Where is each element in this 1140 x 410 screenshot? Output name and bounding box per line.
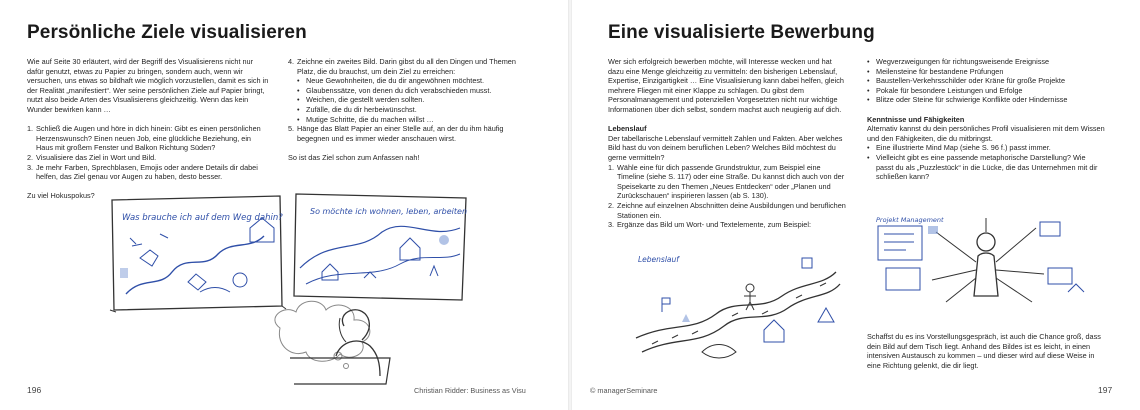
person-at-desk-sketch bbox=[290, 310, 390, 384]
bullet-list bbox=[867, 143, 1105, 181]
list-item: 3. Je mehr Farben, Sprechblasen, Emojis oder andere Details dir dabei helfen, das Ziel genau vor Augen zu haben, desto besser. bbox=[27, 162, 258, 182]
running-footer: Christian Ridder: Business as Visu bbox=[414, 386, 526, 395]
steps-list bbox=[608, 163, 848, 230]
bullet-item: • Mutige Schritte, die du machen willst … bbox=[297, 115, 528, 125]
mindmap-label: Projekt Management bbox=[876, 216, 944, 224]
bullet-item: • Pokale für besondere Leistungen und Erfolge bbox=[867, 86, 1105, 96]
list-item: 2. Visualisiere das Ziel in Wort und Bild. bbox=[27, 152, 157, 162]
board-right bbox=[294, 194, 467, 300]
section-heading: Kenntnisse und Fähigkeiten bbox=[867, 114, 965, 124]
bullet-item: • Blitze oder Steine für schwierige Konflikte oder Hindernisse bbox=[867, 95, 1105, 105]
page-number: 197 bbox=[1098, 385, 1113, 395]
steps-list bbox=[27, 124, 270, 182]
intro-paragraph: Wie auf Seite 30 erläutert, wird der Begriff des Visualisierens nicht nur dafür genutzt, etwas zu Papier zu bringen, sondern auch, wenn wir versuchen, uns etwas so bildhaft wie möglich vorzustellen, damit es sich in der Realität „manifestiert“. Wer seine persönlichen Ziele auf Papier bringt, nutzt also beide Arten des Visualisierens gleichzeitig. Wenn das kein Wunder bewirken kann … bbox=[27, 57, 269, 114]
list-item: 4. Zeichne ein zweites Bild. Darin gibst du all den Dingen und Themen Platz, die du brauchst, um dein Ziel zu erreichen: • Neue Gewohnheiten, die du dir angewöhnen möchtest. • Glaubenssätze, von denen du dich verabschieden musst. • Weichen, die gestellt werden sollten. • Zufälle, die du dir herbeiwünschst. • Mutige Schritte, die du machen willst … bbox=[288, 57, 528, 124]
bullet-item: • Vielleicht gibt es eine passende metaphorische Darstellung? Wie passt du als „Puzzlestück“ in die Lücke, die das Unternehmen mit dir schließen kann? bbox=[867, 153, 1105, 182]
list-item: 2. Zeichne auf einzelnen Abschnitten deine Ausbildungen und beruflichen Stationen ein. bbox=[608, 200, 846, 220]
intro-paragraph: Wer sich erfolgreich bewerben möchte, will Interesse wecken und hat dazu eine Menge gleichzeitig zu vermitteln: den bisherigen Lebenslauf, Expertise, Einzigartigkeit … Eine Visualisierung kann dabei helfen, gleich mehrere Fliegen mit einer Klappe zu schlagen. Du gibst dem Personalmanagement und potenziellen Vorgesetzten nicht nur wichtige Informationen über dich selbst, sondern machst auch neugierig auf dich. bbox=[608, 57, 844, 114]
list-item: 1. Schließ die Augen und höre in dich hinein: Gibt es einen persönlichen Herzenswunsch? Einen neuen Job, eine glückliche Beziehung, ein Haus mit großem Fenster und Balkon Richtung Süden? bbox=[27, 124, 261, 153]
bullet-list bbox=[297, 76, 528, 124]
left-page bbox=[0, 0, 568, 410]
board-left-text: Was brauche ich auf dem Weg dahin? bbox=[122, 213, 283, 223]
right-column-2 bbox=[867, 57, 1105, 182]
closing-paragraph: Schaffst du es ins Vorstellungsgespräch, ist auch die Chance groß, dass dein Bild auf dem Tisch liegt. Anhand des Bildes ist es leicht, in einen intensiven Austausch zu kommen – und dieser wird auf diese Weise in eine Richtung gelenkt, die dir liegt. bbox=[867, 332, 1101, 370]
body-paragraph: Der tabellarische Lebenslauf vermittelt Zahlen und Fakten. Aber welches Bild hast du von deinem beruflichen Leben? Welches Bild möchtest du gerne vermitteln? bbox=[608, 133, 843, 162]
closing-paragraph-block bbox=[867, 332, 1105, 380]
bullet-item: • Wegverzweigungen für richtungsweisende Ereignisse bbox=[867, 57, 1105, 67]
page-title: Persönliche Ziele visualisieren bbox=[27, 22, 307, 43]
list-item: 3. Ergänze das Bild um Wort- und Textelemente, zum Beispiel: bbox=[608, 220, 812, 230]
bullet-item: • Zufälle, die du dir herbeiwünschst. bbox=[297, 105, 528, 115]
page-title: Eine visualisierte Bewerbung bbox=[608, 22, 875, 43]
goals-sketch-illustration bbox=[100, 188, 540, 388]
body-paragraph: Alternativ kannst du dein persönliches Profil visualisieren mit dem Wissen und den Fähigkeiten, die du mitbringst. bbox=[867, 124, 1105, 143]
skills-mindmap-illustration bbox=[872, 212, 1100, 306]
bullet-item: • Glaubenssätze, von denen du dich verabschieden musst. bbox=[297, 86, 528, 96]
left-column-2 bbox=[288, 57, 528, 172]
board-left bbox=[110, 196, 286, 312]
bullet-item: • Meilensteine für bestandene Prüfungen bbox=[867, 67, 1105, 77]
right-column-1 bbox=[608, 57, 848, 230]
right-page bbox=[572, 0, 1140, 410]
outro-text: So ist das Ziel schon zum Anfassen nah! bbox=[288, 152, 420, 162]
bullet-item: • Baustellen-Verkehrsschilder oder Kräne für große Projekte bbox=[867, 76, 1105, 86]
board-right-text: So möchte ich wohnen, leben, arbeiten bbox=[310, 207, 468, 216]
bullet-item: • Weichen, die gestellt werden sollten. bbox=[297, 95, 528, 105]
outro-text: Zu viel Hokuspokus? bbox=[27, 191, 95, 201]
road-label: Lebenslauf bbox=[638, 255, 679, 264]
bullet-item: • Eine illustrierte Mind Map (siehe S. 96 f.) passt immer. bbox=[867, 143, 1105, 153]
publisher-footer: © managerSeminare bbox=[590, 386, 658, 395]
career-road-illustration bbox=[632, 252, 842, 370]
section-heading: Lebenslauf bbox=[608, 124, 647, 134]
page-number: 196 bbox=[27, 385, 42, 395]
list-item: 5. Hänge das Blatt Papier an einer Stelle auf, an der du ihm häufig begegnen und es immer wieder anschauen wirst. bbox=[288, 124, 504, 143]
bullet-item: • Neue Gewohnheiten, die du dir angewöhnen möchtest. bbox=[297, 76, 528, 86]
bullet-list bbox=[867, 57, 1105, 105]
list-item: 1. Wähle eine für dich passende Grundstruktur, zum Beispiel eine Timeline (siehe S. 117) oder eine Straße. Du kannst dich auch von der Speisekarte zu den Themen „Neues Entdecken“ oder „Planen und Zurückschauen“ inspirieren lassen (ab S. 130). bbox=[608, 162, 845, 201]
